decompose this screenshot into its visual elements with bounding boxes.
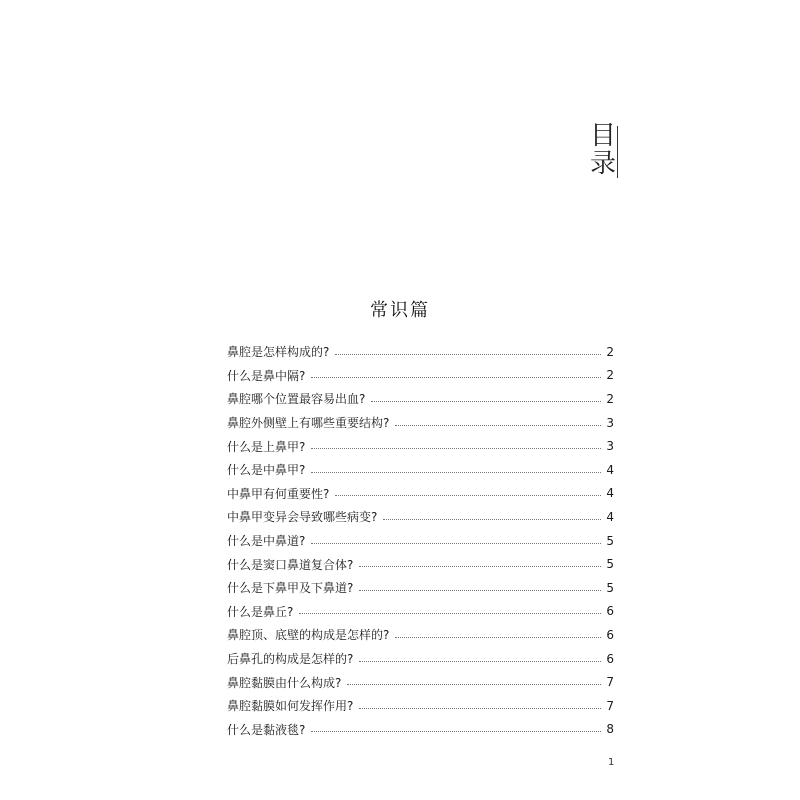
toc-entry-page: 5 [606, 580, 614, 595]
toc-entry-page: 4 [606, 462, 614, 477]
toc-entry-page: 4 [606, 509, 614, 524]
toc-entry-label: 什么是窦口鼻道复合体? [227, 557, 354, 572]
toc-dot-leader [395, 424, 601, 426]
toc-entry[interactable] [227, 458, 614, 482]
toc-dot-leader [311, 447, 601, 449]
toc-dot-leader [311, 730, 601, 732]
toc-entry-page: 8 [606, 722, 614, 737]
toc-entry-page: 2 [606, 344, 614, 359]
toc-dot-leader [395, 636, 601, 638]
toc-entry[interactable] [227, 623, 614, 647]
toc-entry-label: 后鼻孔的构成是怎样的? [227, 652, 354, 667]
toc-entry-page: 3 [606, 415, 614, 430]
toc-entry[interactable] [227, 411, 614, 435]
toc-dot-leader [371, 400, 601, 402]
toc-entry-page: 3 [606, 439, 614, 454]
toc-entry-label: 鼻腔黏膜由什么构成? [227, 675, 342, 690]
toc-entry-label: 什么是上鼻甲? [227, 439, 306, 454]
toc-entry[interactable] [227, 670, 614, 694]
toc-entry-label: 什么是中鼻道? [227, 534, 306, 549]
toc-entry-page: 7 [606, 675, 614, 690]
toc-entry[interactable] [227, 387, 614, 411]
toc-entry[interactable] [227, 600, 614, 624]
toc-entry[interactable] [227, 694, 614, 718]
toc-entry-label: 鼻腔是怎样构成的? [227, 345, 330, 360]
page-number: 1 [608, 757, 615, 768]
toc-entry-page: 6 [606, 604, 614, 619]
toc-entry-label: 中鼻甲变异会导致哪些病变? [227, 510, 378, 525]
toc-dot-leader [359, 660, 601, 662]
toc-dot-leader [335, 494, 601, 496]
toc-entry-page: 6 [606, 627, 614, 642]
toc-entry-page: 2 [606, 391, 614, 406]
toc-entry-page: 5 [606, 533, 614, 548]
toc-entry-label: 什么是黏液毯? [227, 722, 306, 737]
toc-entry-page: 7 [606, 698, 614, 713]
toc-entry[interactable] [227, 505, 614, 529]
toc-dot-leader [359, 565, 601, 567]
toc-dot-leader [311, 542, 601, 544]
toc-entry[interactable] [227, 482, 614, 506]
toc-entry-label: 什么是鼻中隔? [227, 368, 306, 383]
toc-entry[interactable] [227, 552, 614, 576]
toc-entry-label: 什么是鼻丘? [227, 604, 294, 619]
toc-dot-leader [311, 376, 601, 378]
toc-entry[interactable] [227, 529, 614, 553]
toc-entry[interactable] [227, 364, 614, 388]
toc-entry-label: 鼻腔顶、底壁的构成是怎样的? [227, 628, 390, 643]
toc-entry-page: 6 [606, 651, 614, 666]
toc-dot-leader [311, 471, 601, 473]
toc-entry-page: 2 [606, 368, 614, 383]
toc-entry-label: 鼻腔外侧壁上有哪些重要结构? [227, 416, 390, 431]
toc-entry[interactable] [227, 340, 614, 364]
toc-entry-label: 什么是中鼻甲? [227, 463, 306, 478]
contents-heading-char-2: 录 [589, 149, 616, 179]
toc-entry[interactable] [227, 576, 614, 600]
toc-dot-leader [383, 518, 601, 520]
toc-dot-leader [335, 353, 601, 355]
toc-dot-leader [347, 683, 601, 685]
toc-entry[interactable] [227, 434, 614, 458]
toc-dot-leader [359, 707, 601, 709]
toc-entry-label: 鼻腔黏膜如何发挥作用? [227, 699, 354, 714]
contents-heading [588, 122, 618, 178]
table-of-contents [227, 340, 614, 741]
toc-entry-label: 中鼻甲有何重要性? [227, 486, 330, 501]
toc-entry-page: 5 [606, 557, 614, 572]
toc-entry-label: 什么是下鼻甲及下鼻道? [227, 581, 354, 596]
toc-entry-page: 4 [606, 486, 614, 501]
toc-dot-leader [299, 612, 601, 614]
heading-vertical-rule [617, 126, 618, 178]
section-title: 常识篇 [370, 300, 430, 321]
contents-heading-char-1: 目 [589, 121, 616, 151]
toc-entry-label: 鼻腔哪个位置最容易出血? [227, 392, 366, 407]
toc-dot-leader [359, 589, 601, 591]
toc-entry[interactable] [227, 647, 614, 671]
toc-entry[interactable] [227, 718, 614, 742]
